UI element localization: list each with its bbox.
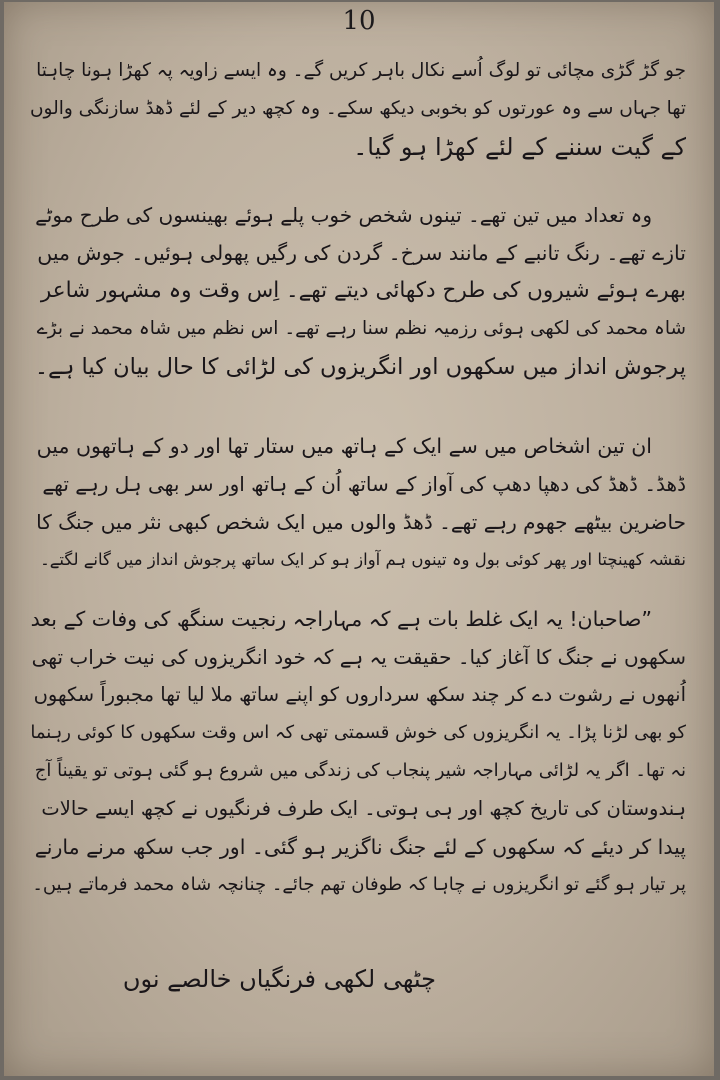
text-line: جو گڑ گڑی مچائی تو لوگ اُسے نکال باہر کریں گے۔ وہ ایسے زاویہ پہ کھڑا ہونا چاہتا [36, 60, 686, 81]
text-line: پرجوش انداز میں سکھوں اور انگریزوں کی لڑائی کا حال بیان کیا ہے۔ [34, 354, 686, 380]
text-line: بھرے ہوئے شیروں کی طرح دکھائی دیتے تھے۔ اِس وقت وہ مشہور شاعر [40, 278, 686, 303]
text-line: سکھوں نے جنگ کا آغاز کیا۔ حقیقت یہ ہے کہ خود انگریزوں کی نیت خراب تھی [31, 645, 686, 669]
text-line: تھا جہاں سے وہ عورتوں کو بخوبی دیکھ سکے۔ وہ کچھ دیر کے لئے ڈھڈ سازنگی والوں [30, 98, 686, 119]
text-line: نہ تھا۔ اگر یہ لڑائی مہاراجہ شیر پنجاب کی زندگی میں شروع ہو گئی ہوتی تو یقیناً آج [34, 760, 686, 781]
text-line: حاضرین بیٹھے جھوم رہے تھے۔ ڈھڈ والوں میں ایک شخص کبھی نثر میں جنگ کا [36, 510, 686, 534]
text-line: کو بھی لڑنا پڑا۔ یہ انگریزوں کی خوش قسمتی تھی کہ اس وقت سکھوں کا کوئی رہنما [30, 722, 686, 743]
paragraph-1 [30, 52, 686, 166]
text-line: ہندوستان کی تاریخ کچھ اور ہی ہوتی۔ ایک طرف فرنگیوں نے کچھ ایسے حالات [41, 797, 686, 820]
text-line: پر تیار ہو گئے تو انگریزوں نے چاہا کہ طوفان تھم جائے۔ چنانچہ شاہ محمد فرماتے ہیں۔ [32, 874, 686, 895]
text-line: چٹھی لکھی فرنگیاں خالصے نوں [122, 965, 436, 993]
text-line: ان تین اشخاص میں سے ایک کے ہاتھ میں ستار تھا اور دو کے ہاتھوں میں [36, 434, 652, 458]
paragraph-4 [30, 600, 686, 904]
text-line: ڈھڈ۔ ڈھڈ کی دھپا دھپ کی آواز کے ساتھ اُن کے ہاتھ اور سر بھی ہل رہے تھے [42, 472, 686, 496]
text-line: شاہ محمد کی لکھی ہوئی رزمیہ نظم سنا رہے تھے۔ اس نظم میں شاہ محمد نے بڑے [36, 318, 686, 339]
paragraph-3 [30, 427, 686, 579]
page-number: 10 [342, 6, 376, 36]
text-line: وہ تعداد میں تین تھے۔ تینوں شخص خوب پلے ہوئے بھینسوں کی طرح موٹے [35, 203, 652, 227]
book-page [4, 2, 714, 1076]
text-line: پیدا کر دیئے کہ سکھوں کے لئے جنگ ناگزیر ہو گئی۔ اور جب سکھ مرنے مارنے [34, 835, 686, 859]
paragraph-2 [30, 196, 686, 386]
text-line: تازے تھے۔ رنگ تانبے کے مانند سرخ۔ گردن کی رگیں پھولی ہوئیں۔ جوش میں [37, 241, 686, 265]
text-line: کے گیت سننے کے لئے کھڑا ہو گیا۔ [353, 133, 686, 161]
verse-line [30, 960, 686, 998]
text-line: ”صاحبان! یہ ایک غلط بات ہے کہ مہاراجہ رنجیت سنگھ کی وفات کے بعد [30, 607, 652, 631]
text-line: اُنھوں نے رشوت دے کر چند سکھ سرداروں کو اپنے ساتھ ملا لیا تھا مجبوراً سکھوں [33, 683, 686, 706]
text-line: نقشہ کھینچتا اور پھر کوئی بول وہ تینوں ہم آواز ہو کر ایک ساتھ پرجوش انداز میں گانے لگتے۔ [40, 550, 686, 569]
